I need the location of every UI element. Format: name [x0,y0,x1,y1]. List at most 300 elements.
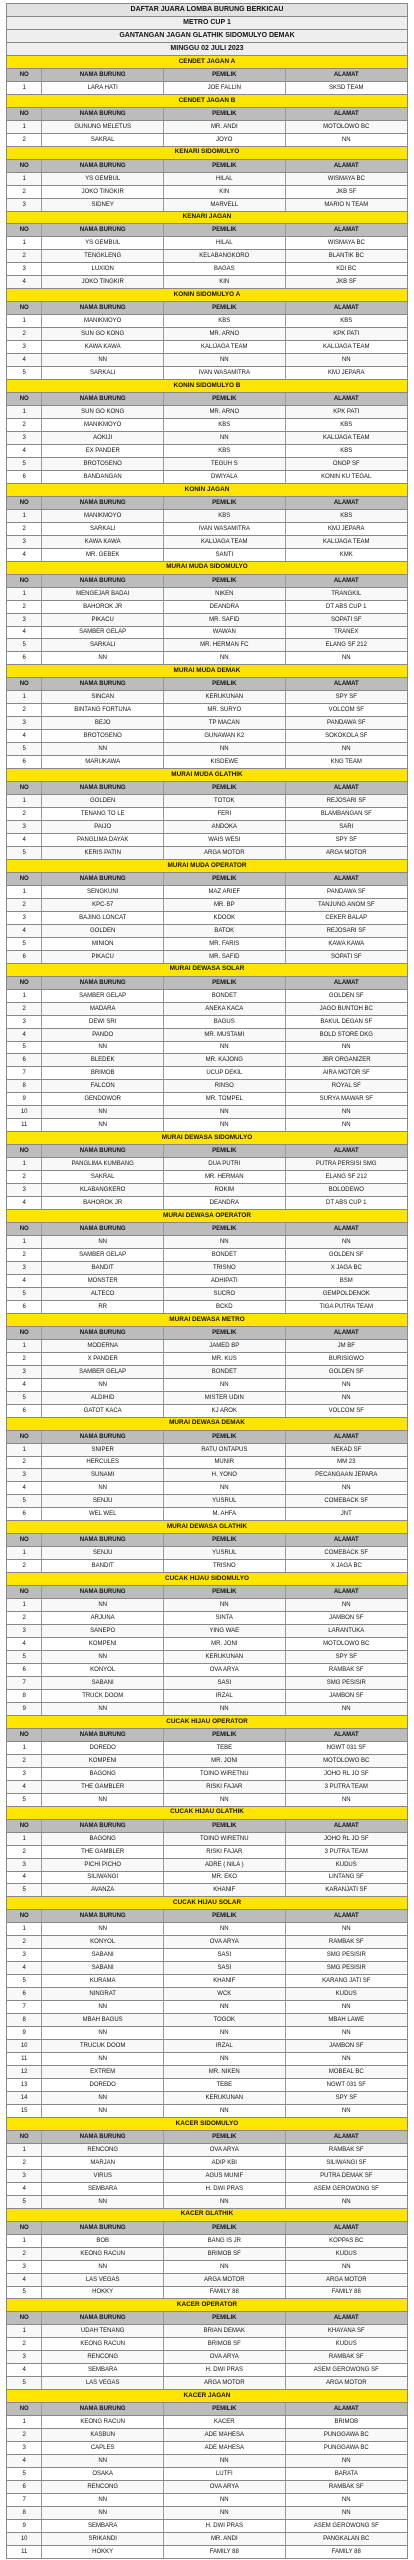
cell-owner: KALIJAGA TEAM [163,536,285,548]
section-title-row [6,1715,408,1728]
cell-owner: NN [163,1482,285,1494]
cell-owner: MARVELL [163,199,285,211]
column-header-address: ALAMAT [285,2222,407,2234]
cell-owner: ARGA MOTOR [163,847,285,859]
table-row [6,1002,408,1015]
column-header-bird-name: NAMA BURUNG [41,1431,163,1443]
cell-bird-name: NN [41,2027,163,2039]
cell-address: FAMILY 88 [285,2546,407,2558]
cell-owner: YUSRUL [163,1495,285,1507]
cell-bird-name: SENJU [41,1547,163,1559]
cell-address: ASEM GEROWONG SF [285,2520,407,2532]
cell-bird-name: KPC-57 [41,899,163,911]
cell-address: BARATA [285,2468,407,2480]
table-row [6,120,408,133]
cell-owner: NN [163,2105,285,2117]
cell-bird-name: NN [41,2196,163,2208]
cell-owner: WAIS WESI [163,834,285,846]
table-row [6,1494,408,1507]
cell-owner: MISTER UDIN [163,1392,285,1404]
cell-owner: KBS [163,445,285,457]
cell-no: 1 [22,84,26,91]
table-row [6,1935,408,1948]
column-header-row [6,159,408,172]
cell-bird-name: NN [41,2494,163,2506]
cell-owner: TOTOK [163,795,285,807]
column-header-owner: PEMILIK [163,302,285,314]
table-row [6,638,408,651]
cell-no: 4 [22,447,26,454]
cell-bird-name: KLABANGKERO [41,1184,163,1196]
cell-address: KMJ JEPARA [285,523,407,535]
cell-bird-name: KAWA KAWA [41,536,163,548]
table-row [6,185,408,198]
cell-bird-name: BROTOSENO [41,730,163,742]
cell-address: KONIN KU TEGAL [285,471,407,483]
cell-owner: KDOOK [163,912,285,924]
document-title-line: GANTANGAN JAGAN GLATHIK SIDOMULYO DEMAK [6,29,408,42]
table-row [6,898,408,911]
cell-owner: H. DWI PRAS [163,2364,285,2376]
cell-no: 5 [22,642,26,649]
cell-owner: KACER [163,2416,285,2428]
cell-bird-name: GENDOWOR [41,1093,163,1105]
cell-address: NN [285,1379,407,1391]
cell-bird-name: RENCONG [41,2144,163,2156]
cell-owner: OVA ARYA [163,1936,285,1948]
cell-bird-name: NN [41,1236,163,1248]
table-row [6,1092,408,1105]
cell-bird-name: NN [41,1794,163,1806]
cell-no: 3 [22,538,26,545]
cell-owner: ARGA MOTOR [163,2274,285,2286]
column-header-row [6,223,408,236]
cell-address: NN [285,2196,407,2208]
column-header-bird-name: NAMA BURUNG [41,1586,163,1598]
cell-no: 5 [22,1978,26,1985]
cell-no: 2 [22,901,26,908]
cell-owner: MR. HERMAN [163,1171,285,1183]
column-header-owner: PEMILIK [163,678,285,690]
cell-bird-name: ALTECO [41,1288,163,1300]
cell-owner: MR. JONI [163,1755,285,1767]
cell-address: COMEBACK SF [285,1495,407,1507]
cell-owner: BATOK [163,925,285,937]
cell-no: 1 [22,318,26,325]
cell-owner: ADE MAHESA [163,2442,285,2454]
cell-bird-name: SAMBER GELAP [41,1366,163,1378]
column-header-owner: PEMILIK [163,1145,285,1157]
table-row [6,2169,408,2182]
table-row [6,820,408,833]
section-title-row [6,1806,408,1819]
cell-no: 7 [22,2004,26,2011]
section-title-row [6,1572,408,1585]
cell-owner: ANDOKA [163,821,285,833]
table-row [6,2273,408,2286]
cell-address: NGWT 031 SF [285,1742,407,1754]
table-row [6,1663,408,1676]
cell-no: 1 [22,992,26,999]
column-header-bird-name: NAMA BURUNG [41,977,163,989]
column-header-owner: PEMILIK [163,393,285,405]
cell-address: KHAYANA SF [285,2325,407,2337]
cell-bird-name: NN [41,2105,163,2117]
table-row [6,327,408,340]
cell-address: GOLDEN SF [285,990,407,1002]
cell-no: 3 [22,1018,26,1025]
cell-address: NGWT 031 SF [285,2079,407,2091]
cell-no: 15 [20,2107,28,2114]
section-title: MURAI MUDA GLATHIK [171,770,243,778]
cell-no: 1 [22,1161,26,1168]
cell-bird-name: MONSTER [41,1275,163,1287]
cell-owner: IRZAL [163,2040,285,2052]
column-header-address: ALAMAT [285,2131,407,2143]
column-header-owner: PEMILIK [163,977,285,989]
cell-no: 3 [22,1861,26,1868]
column-header-bird-name: NAMA BURUNG [41,782,163,794]
cell-bird-name: BAJING LONCAT [41,912,163,924]
cell-owner: KHANIF [163,1884,285,1896]
cell-bird-name: NN [41,743,163,755]
cell-bird-name: SRIKANDI [41,2533,163,2545]
section-title-row [6,1209,408,1222]
table-row [6,1974,408,1987]
table-row [6,937,408,950]
table-row [6,133,408,146]
table-row [6,1987,408,2000]
cell-owner: MR. TOMPEL [163,1093,285,1105]
table-row [6,314,408,327]
table-row [6,2337,408,2350]
section-title: MURAI DEWASA DEMAK [169,1419,245,1427]
column-header-bird-name: NAMA BURUNG [41,1327,163,1339]
table-row [6,846,408,859]
table-row [6,1015,408,1028]
cell-address: GEMPOLDENOK [285,1288,407,1300]
cell-address: JBR ORGANIZER [285,1054,407,1066]
cell-no: 4 [22,2367,26,2374]
cell-bird-name: KONYOL [41,1936,163,1948]
cell-owner: KHANIF [163,1975,285,1987]
cell-bird-name: BAGONG [41,1768,163,1780]
cell-bird-name: ALDIHID [41,1392,163,1404]
table-row [6,690,408,703]
cell-bird-name: KEONG RACUN [41,2248,163,2260]
cell-owner: BANG IS JR [163,2235,285,2247]
cell-no: 3 [22,201,26,208]
section-title-row [6,561,408,574]
column-header-owner: PEMILIK [163,2403,285,2415]
table-row [6,2506,408,2519]
cell-address: NEKAD SF [285,1444,407,1456]
cell-no: 6 [22,1991,26,1998]
cell-no: 2 [22,1939,26,1946]
cell-address: NN [285,354,407,366]
cell-no: 2 [22,1251,26,1258]
cell-owner: WCK [163,1988,285,2000]
cell-owner: SASI [163,1949,285,1961]
cell-bird-name: MARJAN [41,2157,163,2169]
column-header-no: NO [19,1226,29,1233]
cell-address: SURYA MAWAR SF [285,1093,407,1105]
table-row [6,1507,408,1520]
cell-bird-name: NN [41,2092,163,2104]
cell-no: 2 [22,1005,26,1012]
cell-address: DT ABS CUP 1 [285,601,407,613]
column-header-address: ALAMAT [285,497,407,509]
cell-no: 4 [22,2276,26,2283]
cell-owner: M. AHFA [163,1508,285,1520]
cell-bird-name: GUNUNG MELETUS [41,121,163,133]
table-row [6,2065,408,2078]
cell-owner: MR. BP [163,899,285,911]
cell-no: 7 [22,2496,26,2503]
cell-address: NN [285,1236,407,1248]
cell-address: JAMBON SF [285,1612,407,1624]
cell-bird-name: NN [41,2053,163,2065]
table-row [6,1456,408,1469]
cell-address: VOLCOM SF [285,1405,407,1417]
cell-owner: FAMILY 88 [163,2546,285,2558]
table-row [6,1702,408,1715]
cell-address: BOLODEWO [285,1184,407,1196]
cell-bird-name: HOKKY [41,2546,163,2558]
cell-no: 1 [22,1239,26,1246]
document-title-line: METRO CUP 1 [6,16,408,29]
cell-owner: TRISNO [163,1560,285,1572]
cell-no: 3 [22,2172,26,2179]
cell-no: 4 [22,1381,26,1388]
cell-bird-name: NN [41,1106,163,1118]
cell-no: 1 [22,888,26,895]
cell-owner: TOGOK [163,2014,285,2026]
cell-owner: ADIP KBI [163,2157,285,2169]
cell-no: 4 [22,357,26,364]
cell-bird-name: PANGLIMA KUMBANG [41,1158,163,1170]
cell-no: 1 [22,240,26,247]
cell-no: 1 [22,1926,26,1933]
cell-owner: NN [163,1042,285,1054]
cell-owner: ADRE ( NILA ) [163,1859,285,1871]
section-title: MURAI DEWASA SOLAR [169,965,245,973]
table-row [6,2428,408,2441]
cell-address: KUDUS [285,2248,407,2260]
cell-address: NN [285,1703,407,1715]
column-header-row [6,1430,408,1443]
cell-address: COMEBACK SF [285,1547,407,1559]
cell-owner: OVA ARYA [163,2481,285,2493]
section-title: CENDET JAGAN B [178,96,236,104]
column-header-no: NO [19,681,29,688]
cell-address: JNT [285,1508,407,1520]
cell-address: NN [285,2494,407,2506]
table-row [6,2519,408,2532]
cell-address: KAWA KAWA [285,938,407,950]
cell-owner: MR. ANDI [163,2533,285,2545]
cell-bird-name: BANDIT [41,1262,163,1274]
column-header-address: ALAMAT [285,1820,407,1832]
cell-no: 10 [20,1109,28,1116]
cell-no: 1 [22,1835,26,1842]
cell-address: 3 PUTRA TEAM [285,1781,407,1793]
section-title-row [6,963,408,976]
table-row [6,833,408,846]
section-title-row [6,2389,408,2402]
cell-no: 3 [22,2354,26,2361]
cell-owner: YING WAE [163,1625,285,1637]
column-header-address: ALAMAT [285,108,407,120]
table-row [6,729,408,742]
cell-bird-name: TENANG TO LE [41,808,163,820]
table-row [6,1261,408,1274]
cell-owner: KERUKUNAN [163,1651,285,1663]
table-row [6,1793,408,1806]
table-row [6,2467,408,2480]
table-row [6,2545,408,2559]
section-title-row [6,1131,408,1144]
table-row [6,1365,408,1378]
cell-bird-name: YS GEMBUL [41,237,163,249]
cell-no: 2 [22,331,26,338]
cell-no: 3 [22,2445,26,2452]
cell-owner: KIN [163,276,285,288]
column-header-no: NO [19,1329,29,1336]
section-title-row [6,2298,408,2311]
cell-bird-name: RENCONG [41,2351,163,2363]
table-row [6,249,408,262]
cell-no: 2 [22,1563,26,1570]
cell-bird-name: NINGRAT [41,1988,163,2000]
table-row [6,600,408,613]
cell-address: RAMBAK SF [285,2351,407,2363]
cell-no: 12 [20,2069,28,2076]
table-row [6,1637,408,1650]
cell-address: JAMBON SF [285,1690,407,1702]
cell-bird-name: RENCONG [41,2481,163,2493]
cell-bird-name: NN [41,1119,163,1131]
column-header-address: ALAMAT [285,2312,407,2324]
cell-address: SPY SF [285,1651,407,1663]
section-title-row [6,664,408,677]
table-row [6,2026,408,2039]
column-header-row [6,68,408,81]
cell-bird-name: CAPLES [41,2442,163,2454]
section-title-row [6,1313,408,1326]
cell-owner: RATU ONTAPUS [163,1444,285,1456]
column-header-row [6,2402,408,2415]
table-row [6,807,408,820]
cell-no: 8 [22,2017,26,2024]
column-header-no: NO [19,2406,29,2413]
column-header-row [6,1819,408,1832]
cell-bird-name: NN [41,1599,163,1611]
column-header-no: NO [19,227,29,234]
cell-owner: NN [163,1599,285,1611]
cell-owner: IVAN WASAMITRA [163,523,285,535]
cell-no: 6 [22,655,26,662]
cell-no: 5 [22,1498,26,1505]
cell-address: PANDAWA SF [285,886,407,898]
cell-address: JKB SF [285,276,407,288]
section-title-row [6,211,408,224]
cell-bird-name: MBAH BAGUS [41,2014,163,2026]
cell-owner: H. DWI PRAS [163,2183,285,2195]
column-header-row [6,1533,408,1546]
cell-no: 1 [22,1602,26,1609]
cell-owner: BONDET [163,1249,285,1261]
cell-owner: WAWAN [163,627,285,639]
cell-no: 2 [22,253,26,260]
table-row [6,1546,408,1559]
table-row [6,1183,408,1196]
cell-no: 4 [22,927,26,934]
section-title: MURAI MUDA OPERATOR [167,861,247,869]
cell-bird-name: KOMPENI [41,1638,163,1650]
cell-no: 10 [20,2043,28,2050]
cell-address: NN [285,2053,407,2065]
column-header-no: NO [19,979,29,986]
section-title-row [6,55,408,68]
cell-address: NN [285,652,407,664]
table-row [6,2260,408,2273]
table-row [6,1157,408,1170]
cell-bird-name: PIKACU [41,614,163,626]
table-row [6,509,408,522]
column-header-address: ALAMAT [285,1431,407,1443]
cell-bird-name: MADARA [41,1003,163,1015]
table-row [6,1832,408,1845]
column-header-no: NO [19,1731,29,1738]
cell-bird-name: SABANI [41,1677,163,1689]
table-row [6,444,408,457]
cell-address: KARANJATI SF [285,1884,407,1896]
cell-no: 13 [20,2081,28,2088]
column-header-row [6,1728,408,1741]
cell-owner: MR. HERMAN FC [163,639,285,651]
cell-bird-name: MR. GEBEK [41,549,163,561]
table-row [6,1118,408,1131]
cell-no: 1 [22,2237,26,2244]
cell-no: 6 [22,1511,26,1518]
cell-bird-name: KURAMA [41,1975,163,1987]
column-header-bird-name: NAMA BURUNG [41,1145,163,1157]
column-header-no: NO [19,1913,29,1920]
column-header-owner: PEMILIK [163,1910,285,1922]
cell-owner: LUTFI [163,2468,285,2480]
table-row [6,2091,408,2104]
column-header-owner: PEMILIK [163,782,285,794]
table-row [6,81,408,94]
cell-no: 9 [22,1096,26,1103]
cell-owner: MR. ARNO [163,406,285,418]
column-header-row [6,574,408,587]
table-row [6,1196,408,1209]
section-title-row [6,483,408,496]
section-title: MURAI DEWASA SIDOMULYO [161,1134,253,1142]
cell-owner: NN [163,743,285,755]
cell-bird-name: MANIKMOYO [41,419,163,431]
cell-owner: NN [163,652,285,664]
cell-no: 4 [22,1031,26,1038]
cell-bird-name: LUXION [41,263,163,275]
column-header-no: NO [19,785,29,792]
table-row [6,2493,408,2506]
cell-owner: UCUP DEKIL [163,1067,285,1079]
table-row [6,2247,408,2260]
cell-bird-name: SAMBER GELAP [41,1249,163,1261]
